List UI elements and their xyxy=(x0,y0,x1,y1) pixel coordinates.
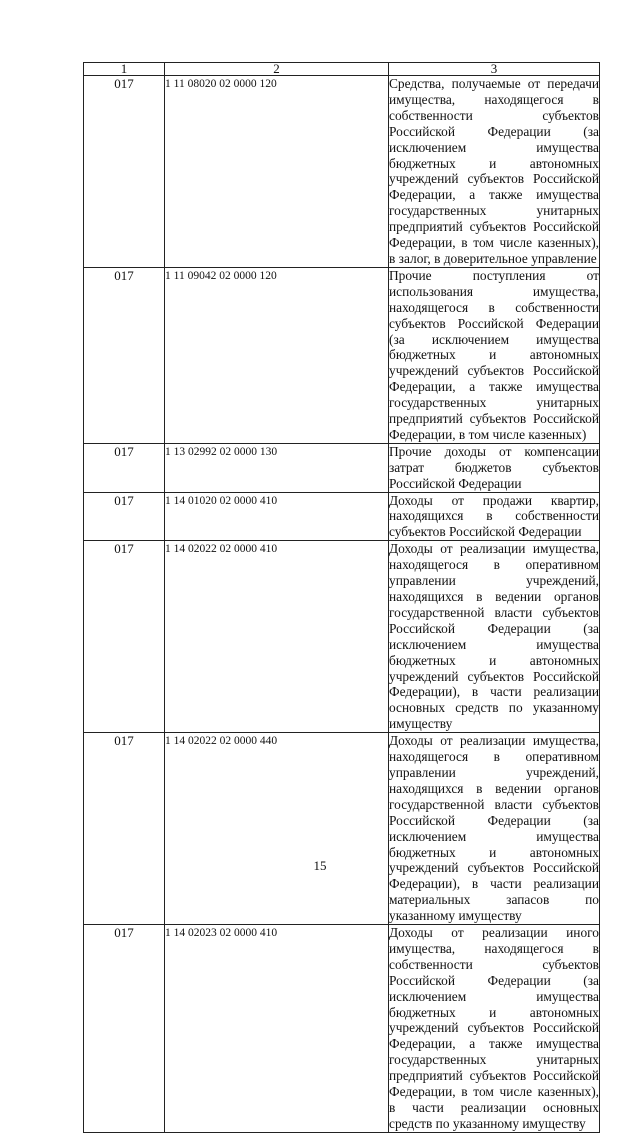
description-cell: Доходы от продажи квартир, находящихся в собственности субъектов Российской Федерации xyxy=(389,492,599,540)
admin-code-cell: 017 xyxy=(84,443,165,492)
kbk-code-cell: 1 14 01020 02 0000 410 xyxy=(165,492,389,541)
table-row xyxy=(84,541,600,733)
revenue-codes-table xyxy=(83,62,600,1133)
table-row xyxy=(84,443,600,492)
description-cell: Средства, получаемые от передачи имущества, находящегося в собственности субъектов Российской Федерации (за исключением имущества бюджетных и автономных учреждений субъектов Российской Федерации, а также имущества государственных унитарных предприятий субъектов Российской Федерации, в том числе казенных), в залог, в доверительное управление xyxy=(389,76,599,266)
table-row xyxy=(84,76,600,268)
admin-code-cell: 017 xyxy=(84,492,165,541)
description-cell: Прочие доходы от компенсации затрат бюджетов субъектов Российской Федерации xyxy=(389,443,599,491)
description-cell: Доходы от реализации иного имущества, находящегося в собственности субъектов Российской Федерации (за исключением имущества бюджетных и автономных учреждений субъектов Российской Федерации, а также имущества государственных унитарных предприятий субъектов Российской Федерации, в том числе казенных), в части реализации основных средств по указанному имуществу xyxy=(389,925,599,1131)
admin-code-cell: 017 xyxy=(84,733,165,925)
table-row xyxy=(84,733,600,925)
description-cell: Доходы от реализации имущества, находящегося в оперативном управлении учреждений, находящихся в ведении органов государственной власти субъектов Российской Федерации (за исключением имущества бюджетных и автономных учреждений субъектов Российской Федерации), в части реализации основных средств по указанному имуществу xyxy=(389,541,599,732)
description-cell: Доходы от реализации имущества, находящегося в оперативном управлении учреждений, находящихся в ведении органов государственной власти субъектов Российской Федерации (за исключением имущества бюджетных и автономных учреждений субъектов Российской Федерации), в части реализации материальных запасов по указанному имуществу xyxy=(389,733,599,924)
table-row xyxy=(84,267,600,443)
page-number: 15 xyxy=(313,858,327,873)
column-header-2: 2 xyxy=(165,63,389,76)
admin-code-cell: 017 xyxy=(84,267,165,443)
kbk-code-cell: 1 11 08020 02 0000 120 xyxy=(165,76,389,268)
admin-code-cell: 017 xyxy=(84,925,165,1133)
description-cell: Прочие поступления от использования имущества, находящегося в собственности субъектов Российской Федерации (за исключением имущества бюджетных и автономных учреждений субъектов Российской Федерации, а также имущества государственных унитарных предприятий субъектов Российской Федерации, в том числе казенных) xyxy=(389,267,599,442)
kbk-code-cell: 1 14 02022 02 0000 410 xyxy=(165,541,389,733)
column-header-1: 1 xyxy=(84,63,165,76)
kbk-code-cell: 1 14 02023 02 0000 410 xyxy=(165,925,389,1133)
kbk-code-cell: 1 11 09042 02 0000 120 xyxy=(165,267,389,443)
kbk-code-cell: 1 14 02022 02 0000 440 xyxy=(165,733,389,925)
table-header-row xyxy=(84,63,600,76)
admin-code-cell: 017 xyxy=(84,541,165,733)
column-header-3: 3 xyxy=(389,63,600,76)
kbk-code-cell: 1 13 02992 02 0000 130 xyxy=(165,443,389,492)
table-row xyxy=(84,925,600,1133)
admin-code-cell: 017 xyxy=(84,76,165,268)
table-row xyxy=(84,492,600,541)
